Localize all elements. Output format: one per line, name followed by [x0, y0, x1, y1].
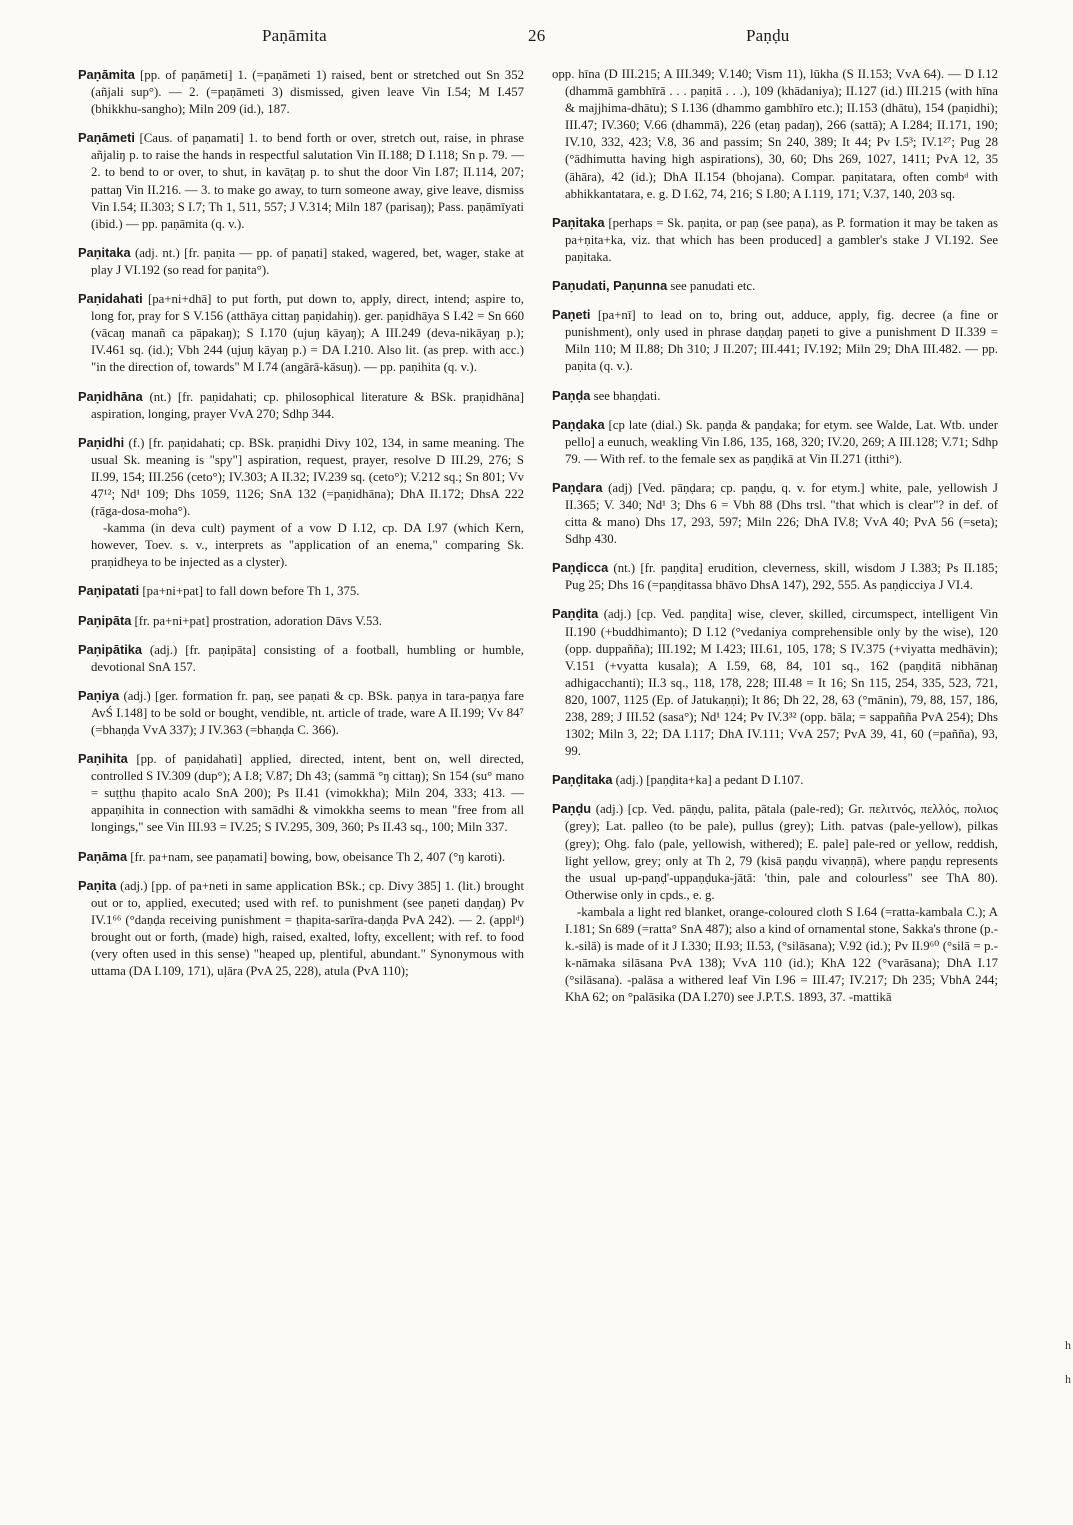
entry-headword: Paṇāma	[78, 848, 128, 864]
entry-text: see panudati etc.	[667, 279, 756, 294]
entry-text: see bhaṇḍati.	[590, 388, 661, 403]
subentry-text: -kamma (in deva cult) payment of a vow D I.12, cp. DA I.97 (which Kern, however, Toev. s. v., interprets as "application of an enema," comparing Sk. praṇidheya to be injected as a clyster).	[91, 521, 524, 570]
entry-headword: Paṇita	[78, 877, 117, 893]
dictionary-entry	[552, 800, 998, 1006]
dictionary-entry	[552, 387, 998, 405]
entry-subentry	[91, 520, 524, 571]
dictionary-entry	[552, 277, 998, 295]
page-number: 26	[528, 26, 546, 45]
entry-headword: Paṇitaka	[552, 214, 605, 230]
entry-headword: Paṇḍaka	[552, 416, 605, 432]
dictionary-entry	[78, 582, 524, 600]
entry-text: [perhaps = Sk. paṇita, or paṇ (see paṇa), as P. formation it may be taken as pa+ṇita+ka, viz. that which has been produced] a gambler's stake J VI.192. See paṇitaka.	[565, 215, 998, 264]
entry-headword: Paṇḍita	[552, 606, 599, 622]
entry-text: (adj) [Ved. pāṇḍara; cp. paṇḍu, q. v. for etym.] white, pale, yellowish J II.365; V. 340; Nd¹ 3; Dhs 6 = Vbh 88 (Dhs trsl. "that which is clear"? in def. of citta & mano) Dhs 17, 293, 597; Miln 226; DhA IV.8; VvA 40; PvA 56 (=seta); Sdhp 430.	[565, 480, 998, 547]
dictionary-entry	[78, 244, 524, 279]
entry-headword: Paṇihita	[78, 751, 128, 767]
entry-text: [Caus. of paṇamati] 1. to bend forth or over, stretch out, raise, in phrase añjaliŋ p. to raise the hands in respectful salutation Vin II.188; D I.118; Sn p. 79. — 2. to bend to or over, to shut, in kavāṭaŋ p. to shut the door Vin I.87; II.114, 207; pattaŋ Vin II.216. — 3. to make go away, to turn someone away, give leave, dismiss Vin I.54; II.303; S I.7; Th 1, 511, 557; J V.314; Miln 187 (parisaŋ); Pass. paṇāmīyati (ibid.) — pp. paṇāmita (q. v.).	[91, 131, 524, 231]
entry-headword: Paṇidhi	[78, 434, 125, 450]
dictionary-entry	[78, 129, 524, 233]
entry-text: [cp late (dial.) Sk. paṇḍa & paṇḍaka; for etym. see Walde, Lat. Wtb. under pello] a eunuch, weakling Vin I.86, 135, 168, 320; IV.20, 269; A III.128; V.71; Sdhp 79. — With ref. to the female sex as paṇḍikā at Vin II.271 (itthi°).	[565, 417, 998, 466]
entry-text: (adj. nt.) [fr. paṇita — pp. of paṇati] staked, wagered, bet, wager, stake at play J VI.192 (so read for paṇita°).	[91, 245, 524, 277]
entry-headword: Paṇipatati	[78, 583, 140, 599]
margin-mark: h	[1065, 1338, 1071, 1352]
entry-text: [pa+nī] to lead on to, bring out, adduce, apply, fig. decree (a fine or punishment), only used in phrase daṇḍaŋ paṇeti to give a punishment D II.339 = Miln 110; M II.88; Dh 310; J II.207; III.441; IV.192; Miln 29; DhA III.482. — pp. paṇita (q. v.).	[565, 308, 998, 374]
entry-headword: Paṇeti	[552, 307, 591, 323]
running-head-left: Paṇāmita	[262, 26, 327, 45]
running-head-right: Paṇḍu	[746, 26, 790, 45]
entry-headword: Paṇḍa	[552, 387, 591, 403]
dictionary-entry	[78, 290, 524, 376]
entry-headword: Paṇḍu	[552, 801, 592, 817]
dictionary-entry	[78, 388, 524, 423]
entry-text: (nt.) [fr. paṇḍita] erudition, cleverness, skill, wisdom J I.383; Ps II.185; Pug 25; Dhs 16 (=paṇḍitassa bhāvo DhsA 147), 292, 555. As paṇḍicciya J VI.4.	[565, 561, 998, 593]
dictionary-entry	[552, 416, 998, 468]
dictionary-entry	[78, 612, 524, 630]
dictionary-entry	[552, 479, 998, 548]
right-column	[552, 66, 998, 1018]
entry-headword: Paṇidhāna	[78, 388, 143, 404]
entry-text: (adj.) [pp. of pa+neti in same application BSk.; cp. Divy 385] 1. (lit.) brought out or to, applied, executed; used with ref. to punishment (see paṇeti daṇḍaŋ) Pv IV.1⁶⁶ (°daṇḍa receiving punishment = ṭhapita-sarīra-daṇḍa PvA 242). — 2. (applᵈ) brought out or forth, (made) high, raised, exalted, lofty, excellent; with ref. to food (very often used in this sense) "heaped up, plentiful, abundant." Synonymous with uttama (DA I.109, 171), uḷāra (PvA 25, 228), atula (PvA 110);	[91, 878, 524, 979]
dictionary-entry	[552, 214, 998, 266]
entry-text: [fr. pa+nam, see paṇamati] bowing, bow, obeisance Th 2, 407 (°ŋ karoti).	[127, 849, 506, 864]
entry-headword: Paṇudati, Paṇunna	[552, 278, 668, 294]
dictionary-entry	[78, 687, 524, 739]
entry-headword: Paṇḍitaka	[552, 772, 613, 788]
entry-text: (adj.) [fr. paṇipāta] consisting of a football, humbling or humble, devotional SnA 157.	[91, 642, 524, 674]
entry-headword: Paṇipātika	[78, 641, 143, 657]
entry-text: (f.) [fr. paṇidahati; cp. BSk. praṇidhi Divy 102, 134, in same meaning. The usual Sk. meaning is "spy"] aspiration, request, prayer, resolve D III.29, 276; S II.99, 154; III.256 (ceto°); IV.303; A II.32; IV.239 sq. (ceto°); V.212 sq.; Sn 801; Vv 47¹²; Nd¹ 109; Dhs 1059, 1126; SnA 132 (=paṇidhāna); DhA II.172; DhsA 222 (rāga-dosa-moha°).	[91, 435, 524, 519]
dictionary-entry	[552, 306, 998, 375]
entry-text: [pa+ni+dhā] to put forth, put down to, apply, direct, intend; aspire to, long for, pray for S V.156 (atthāya cittaŋ paṇidahiŋ). ger. paṇidhāya S I.42 = Sn 660 (vācaŋ manañ ca pāpakaŋ); S I.170 (ujuŋ kāyaŋ); A III.249 (deva-nikāyaŋ p.); IV.461 sq. (id.); Vbh 244 (ujuŋ kāyaŋ p.) = DA I.210. Also lit. (as prep. with acc.) "in the direction of, towards" M I.74 (angārā-kāsuŋ). — pp. paṇihita (q. v.).	[91, 292, 524, 375]
dictionary-entry	[78, 877, 524, 981]
entry-headword: Paṇḍicca	[552, 560, 609, 576]
entry-text: [pa+ni+pat] to fall down before Th 1, 375.	[139, 584, 360, 599]
entry-text: (adj.) [cp. Ved. pāṇḍu, palita, pātala (pale-red); Gr. πελιτνός, πελλός, πολιος (grey); Lat. palleo (to be pale), pullus (grey); Lith. patvas (pale-yellow), pilkas (grey); Ohg. falo (pale, yellowish, withered); E. pale] pale-red or yellow, reddish, light yellow, grey; only at Th 2, 79 (kisā paṇḍu vivaṇṇā), where paṇḍu represents the usual up-paṇḍ'-uppaṇḍuka-jātā: 'thin, pale and colourless" see ThA 80). Otherwise only in cpds., e. g.	[565, 802, 998, 902]
entry-headword: Paṇḍara	[552, 479, 603, 495]
entry-text: (adj.) [ger. formation fr. paṇ, see paṇati & cp. BSk. paṇya in tara-paṇya fare AvŚ I.148] to be sold or bought, vendible, nt. article of trade, ware A II.199; Vv 84⁷ (=bhaṇḍa VvA 337); J IV.363 (=bhaṇḍa C. 366).	[91, 688, 524, 737]
entry-text: (nt.) [fr. paṇidahati; cp. philosophical literature & BSk. praṇidhāna] aspiration, longing, prayer VvA 270; Sdhp 344.	[91, 389, 524, 421]
margin-mark: h	[1065, 1372, 1071, 1386]
entry-text: [pp. of paṇāmeti] 1. (=paṇāmeti 1) raised, bent or stretched out Sn 352 (añjali sup°). — 2. (=paṇāmeti 3) dismissed, given leave Vin I.54; M I.457 (bhikkhu-sangho); Miln 209 (id.), 187.	[91, 68, 524, 117]
dictionary-entry	[552, 771, 998, 789]
entry-headword: Paṇitaka	[78, 244, 131, 260]
entry-headword: Paṇiya	[78, 687, 120, 703]
entry-headword: Paṇidahati	[78, 291, 143, 307]
entry-text: [fr. pa+ni+pat] prostration, adoration Dāvs V.53.	[131, 613, 383, 628]
dictionary-entry	[552, 605, 998, 760]
entry-headword: Paṇāmeti	[78, 130, 135, 146]
entry-headword: Paṇāmita	[78, 67, 135, 82]
left-column	[78, 66, 524, 991]
dictionary-entry	[78, 848, 524, 866]
dictionary-entry	[552, 66, 998, 203]
dictionary-entry	[78, 750, 524, 836]
subentry-text: -kambala a light red blanket, orange-coloured cloth S I.64 (=ratta-kambala C.); A I.181; Sn 689 (=ratta° SnA 487); also a kind of ornamental stone, Sakka's throne (p.-k.-silā) is made of it J I.330; II.93; II.53, (°silāsana); V.92 (id.); Pv II.9⁶⁰ (°silā = p.-k-nāmaka silāsana PvA 138); VvA 110 (id.); KhA 122 (°varāsana); DhA I.17 (°silāsana). -palāsa a withered leaf Vin I.96 = III.47; IV.217; Dh 235; VbhA 244; KhA 62; on °palāsika (DA I.270) see J.P.T.S. 1893, 37. -mattikā	[565, 904, 998, 1005]
entry-headword: Paṇipāta	[78, 612, 132, 628]
entry-text: (adj.) [paṇḍita+ka] a pedant D I.107.	[612, 773, 804, 788]
entry-subentry	[565, 904, 998, 1007]
entry-text: [pp. of paṇidahati] applied, directed, intent, bent on, well directed, controlled S IV.309 (dup°); A I.8; V.87; Dh 43; (sammā °ŋ cittaŋ); Sn 154 (su° mano = suṭṭhu ṭhapito acalo SnA 200); Ps II.41 (vimokkha); Miln 204, 333; 413. —appaṇihita in connection with samādhi & vimokkha seems to mean "free from all longings," see Vin III.93 = IV.25; S IV.295, 309, 360; Ps II.43 sq., 100; Miln 337.	[91, 752, 524, 835]
dictionary-entry	[552, 559, 998, 594]
entry-text: opp. hīna (D III.215; A III.349; V.140; Vism 11), lūkha (S II.153; VvA 64). — D I.12 (dhammā gambhīrā . . . paṇitā . . .), 109 (khādaniya); II.127 (id.) III.215 (with hīna & majjhima-dhātu); S I.136 (dhammo gambhīro etc.); II.153 (dhātu), 154 (paṇidhi); III.47; IV.360; V.66 (dhammā), 226 (etaŋ padaŋ), 266 (sattā); A I.284; II.171, 190; IV.10, 332, 423; V.8, 36 and passim; Sn 240, 389; It 44; Pv I.5³; IV.1²⁷; Pug 28 (°ādhimutta having high aspirations), 30, 60; Dhs 269, 1027, 1411; PvA 12, 35 (āhāra), 42 (id.); DhA II.154 (bhojana). Compar. paṇitatara, often combᵈ with abhikkantatara, e. g. D I.62, 74, 216; S I.80; A I.119, 171; V.37, 140, 203 sq.	[552, 67, 998, 201]
dictionary-entry	[78, 434, 524, 572]
dictionary-entry	[78, 641, 524, 676]
dictionary-entry	[78, 66, 524, 118]
entry-text: (adj.) [cp. Ved. paṇḍita] wise, clever, skilled, circumspect, intelligent Vin II.190 (+buddhimanto); D I.12 (°vedaniya comprehensible only by the wise), 120 (opp. duppañña); III.192; M I.423; III.61, 105, 178; S IV.375 (+viyatta medhāvin); V.151 (+vyatta kusala); A I.59, 68, 84, 101 sq., 162 (paṇḍitā nibhānaŋ adhigacchanti); II.3 sq., 118, 178, 228; III.48 = It 16; Sn 115, 254, 335, 523, 721, 820, 1007, 1125 (Ep. of Jatukaṇṇi); It 86; Dh 22, 28, 63 (°mānin), 79, 88, 157, 186, 238, 289; J III.52 (sasa°); Nd¹ 124; Pv IV.3³² (opp. bāla; = sappañña PvA 254); Dhs 1302; Miln 3, 22; DA I.117; DhA IV.111; VvA 257; PvA 39, 41, 60 (=pañña), 93, 99.	[565, 607, 998, 759]
